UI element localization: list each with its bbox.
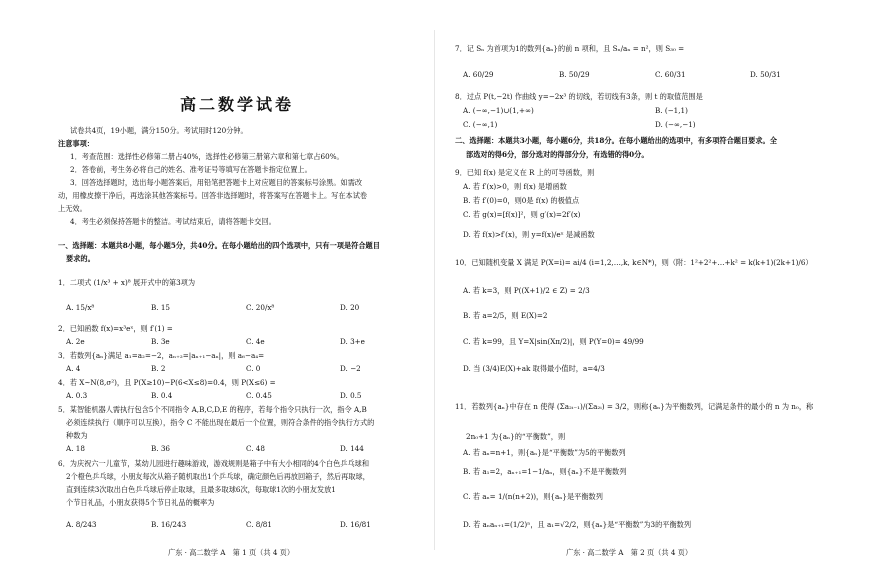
q8-option-d: D. (−∞,−1) bbox=[655, 120, 696, 129]
q6-option-d: D. 16/81 bbox=[340, 520, 371, 529]
q7-option-a: A. 60/29 bbox=[463, 70, 494, 79]
q4-option-d: D. 0.5 bbox=[340, 391, 362, 400]
q10-option-c: C. 若 k=99，且 Y=X|sin(Xπ/2)|，则 P(Y=0)= 49/99 bbox=[463, 337, 644, 346]
question-6-line: 2个橙色乒乓球，小朋友每次从箱子随机取出1个乒乓球，确定颜色后再放回箱子，然后再取球， bbox=[66, 472, 370, 481]
question-11-line: 11．若数列{aₙ}中存在 n 使得 (Σa₂ᵢ₋₁)/(Σa₂ᵢ) = 3/2，则称{aₙ}为平衡数列，记满足条件的最小的 n 为 n₀，称 bbox=[455, 402, 814, 411]
q11-option-d: D. 若 aₙaₙ₊₁=(1/2)ⁿ，且 a₁=√2/2，则{aₙ}是“平衡数”为3的平衡数列 bbox=[463, 520, 692, 529]
question-6-line: 直到连续3次取出白色乒乓球后停止取球，且最多取球6次，每取球1次的小朋友发放1 bbox=[66, 485, 336, 494]
q1-option-a: A. 15/x⁸ bbox=[66, 303, 95, 312]
q2-option-a: A. 2e bbox=[66, 337, 85, 346]
q2-option-c: C. 4e bbox=[246, 337, 265, 346]
q9-option-d: D. 若 f(x)>f′(x)，则 y=f(x)/eˣ 是减函数 bbox=[463, 230, 595, 239]
question-7: 7．记 Sₙ 为首项为1的数列{aₙ}的前 n 项和，且 Sₙ/aₙ = n²，则 S₃₀ = bbox=[455, 44, 685, 53]
section2-heading: 二、选择题：本题共3小题，每小题6分，共18分。在每小题给出的选项中，有多项符合题目要求。全 bbox=[455, 136, 777, 145]
q8-option-b: B. (−1,1) bbox=[655, 106, 688, 115]
q5-option-c: C. 48 bbox=[246, 444, 265, 453]
q5-option-d: D. 144 bbox=[340, 444, 364, 453]
q1-option-d: D. 20 bbox=[340, 303, 360, 312]
page-footer: 广东 · 高二数学 A 第 2 页（共 4 页） bbox=[566, 548, 693, 557]
q2-option-d: D. 3+e bbox=[340, 337, 365, 346]
page-footer: 广东 · 高二数学 A 第 1 页（共 4 页） bbox=[168, 548, 295, 557]
q5-option-a: A. 18 bbox=[66, 444, 85, 453]
q4-option-b: B. 0.4 bbox=[151, 391, 173, 400]
question-6-line: 6．为庆祝六一儿童节，某幼儿园进行趣味游戏，游戏规则是箱子中有大小相同的4个白色乒乓球和 bbox=[58, 459, 370, 468]
q4-option-a: A. 0.3 bbox=[66, 391, 88, 400]
notice-heading: 注意事项： bbox=[58, 139, 94, 148]
q11-option-c: C. 若 aₙ= 1/(n(n+2))，则{aₙ}是平衡数列 bbox=[463, 492, 603, 501]
section1-heading: 一、选择题：本题共8小题，每小题5分，共40分。在每小题给出的四个选项中，只有一项是符合题目 bbox=[58, 241, 380, 250]
q10-option-a: A. 若 k=3，则 P((X+1)/2 ∈ Z) = 2/3 bbox=[463, 286, 590, 295]
notice-line: 2．答卷前，考生务必将自己的姓名、准考证号等填写在答题卡指定位置上。 bbox=[70, 165, 312, 174]
page-divider bbox=[434, 30, 435, 550]
q11-option-a: A. 若 aₙ=n+1，则{aₙ}是“平衡数”为5的平衡数列 bbox=[463, 448, 626, 457]
question-8: 8．过点 P(t,−2t) 作曲线 y=−2x³ 的切线，若切线有3条，则 t 的取值范围是 bbox=[455, 92, 703, 101]
question-5-line: 必须连续执行（顺序可以互换），指令 C 不能出现在最后一个位置，则符合条件的指令执行方式的 bbox=[66, 418, 375, 427]
q9-option-b: B. 若 f′(0)=0，则0是 f(x) 的极值点 bbox=[463, 196, 580, 205]
q7-option-b: B. 50/29 bbox=[559, 70, 590, 79]
notice-line: 动，用橡皮擦干净后，再选涂其他答案标号。回答非选择题时，将答案写在答题卡上。写在本试卷 bbox=[58, 191, 368, 200]
notice-line: 上无效。 bbox=[58, 204, 87, 213]
q3-option-c: C. 0 bbox=[246, 364, 261, 373]
section2-heading-cont: 部选对的得6分，部分选对的得部分分，有选错的得0分。 bbox=[466, 150, 649, 159]
notice-line: 3．回答选择题时，选出每小题答案后，用铅笔把答题卡上对应题目的答案标号涂黑。如需改 bbox=[70, 178, 363, 187]
notice-line: 4．考生必须保持答题卡的整洁。考试结束后，请将答题卡交回。 bbox=[70, 217, 276, 226]
q8-option-c: C. (−∞,1) bbox=[463, 120, 498, 129]
question-9: 9．已知 f(x) 是定义在 R 上的可导函数，则 bbox=[455, 168, 595, 177]
exam-title: 高二数学试卷 bbox=[180, 95, 295, 114]
question-10: 10．已知随机变量 X 满足 P(X=i)= ai/4 (i=1,2,…,k, k∈N*)，则（附：1²+2²+…+k² = k(k+1)(2k+1)/6） bbox=[455, 258, 813, 267]
q3-option-b: B. 2 bbox=[151, 364, 166, 373]
q6-option-c: C. 8/81 bbox=[246, 520, 272, 529]
q9-option-c: C. 若 g(x)=[f(x)]²，则 g′(x)=2f′(x) bbox=[463, 210, 581, 219]
question-11-line: 2n₀+1 为{aₙ}的“平衡数”，则 bbox=[466, 432, 566, 441]
question-1: 1．二项式 (1/x³ + x)⁸ 展开式中的第3项为 bbox=[58, 278, 196, 287]
q7-option-d: D. 50/31 bbox=[750, 70, 781, 79]
question-2: 2．已知函数 f(x)=x³eˣ，则 f′(1) = bbox=[58, 324, 173, 333]
q11-option-b: B. 若 a₁=2，aₙ₊₁=1−1/aₙ，则{aₙ}不是平衡数列 bbox=[463, 467, 627, 476]
q1-option-b: B. 15 bbox=[151, 303, 170, 312]
q1-option-c: C. 20/x⁸ bbox=[246, 303, 275, 312]
q7-option-c: C. 60/31 bbox=[655, 70, 686, 79]
question-5-line: 种数为 bbox=[66, 431, 88, 440]
q3-option-a: A. 4 bbox=[66, 364, 81, 373]
question-6-line: 个节日礼品，小朋友获得5个节日礼品的概率为 bbox=[66, 498, 215, 507]
question-3: 3．若数列{aₙ}满足 a₁=a₂=−2，aₙ₊₂=|aₙ₊₁−aₙ|，则 a₆−a₄= bbox=[58, 351, 265, 360]
notice-line: 1．考查范围：选择性必修第二册占40%，选择性必修第三册第六章和第七章占60%。 bbox=[70, 152, 344, 161]
q9-option-a: A. 若 f′(x)>0，则 f(x) 是增函数 bbox=[463, 182, 567, 191]
q6-option-b: B. 16/243 bbox=[151, 520, 187, 529]
question-5-line: 5．某智能机器人需执行包含5个不同指令 A,B,C,D,E 的程序，若每个指令只执行一次，指令 A,B bbox=[58, 405, 367, 414]
question-4: 4．若 X~N(8,σ²)，且 P(X≥10)−P(6<X≤8)=0.4，则 P(X≤6) = bbox=[58, 378, 276, 387]
q6-option-a: A. 8/243 bbox=[66, 520, 97, 529]
q10-option-d: D. 当 (3/4)E(X)+ak 取得最小值时，a=4/3 bbox=[463, 364, 605, 373]
q4-option-c: C. 0.45 bbox=[246, 391, 272, 400]
section1-heading-cont: 要求的。 bbox=[66, 254, 95, 263]
q5-option-b: B. 36 bbox=[151, 444, 170, 453]
q8-option-a: A. (−∞,−1)∪(1,+∞) bbox=[463, 106, 534, 115]
exam-intro: 试卷共4页，19小题，满分150分。考试用时120分钟。 bbox=[70, 126, 248, 135]
q10-option-b: B. 若 a=2/5，则 E(X)=2 bbox=[463, 311, 548, 320]
q2-option-b: B. 3e bbox=[151, 337, 170, 346]
q3-option-d: D. −2 bbox=[340, 364, 361, 373]
